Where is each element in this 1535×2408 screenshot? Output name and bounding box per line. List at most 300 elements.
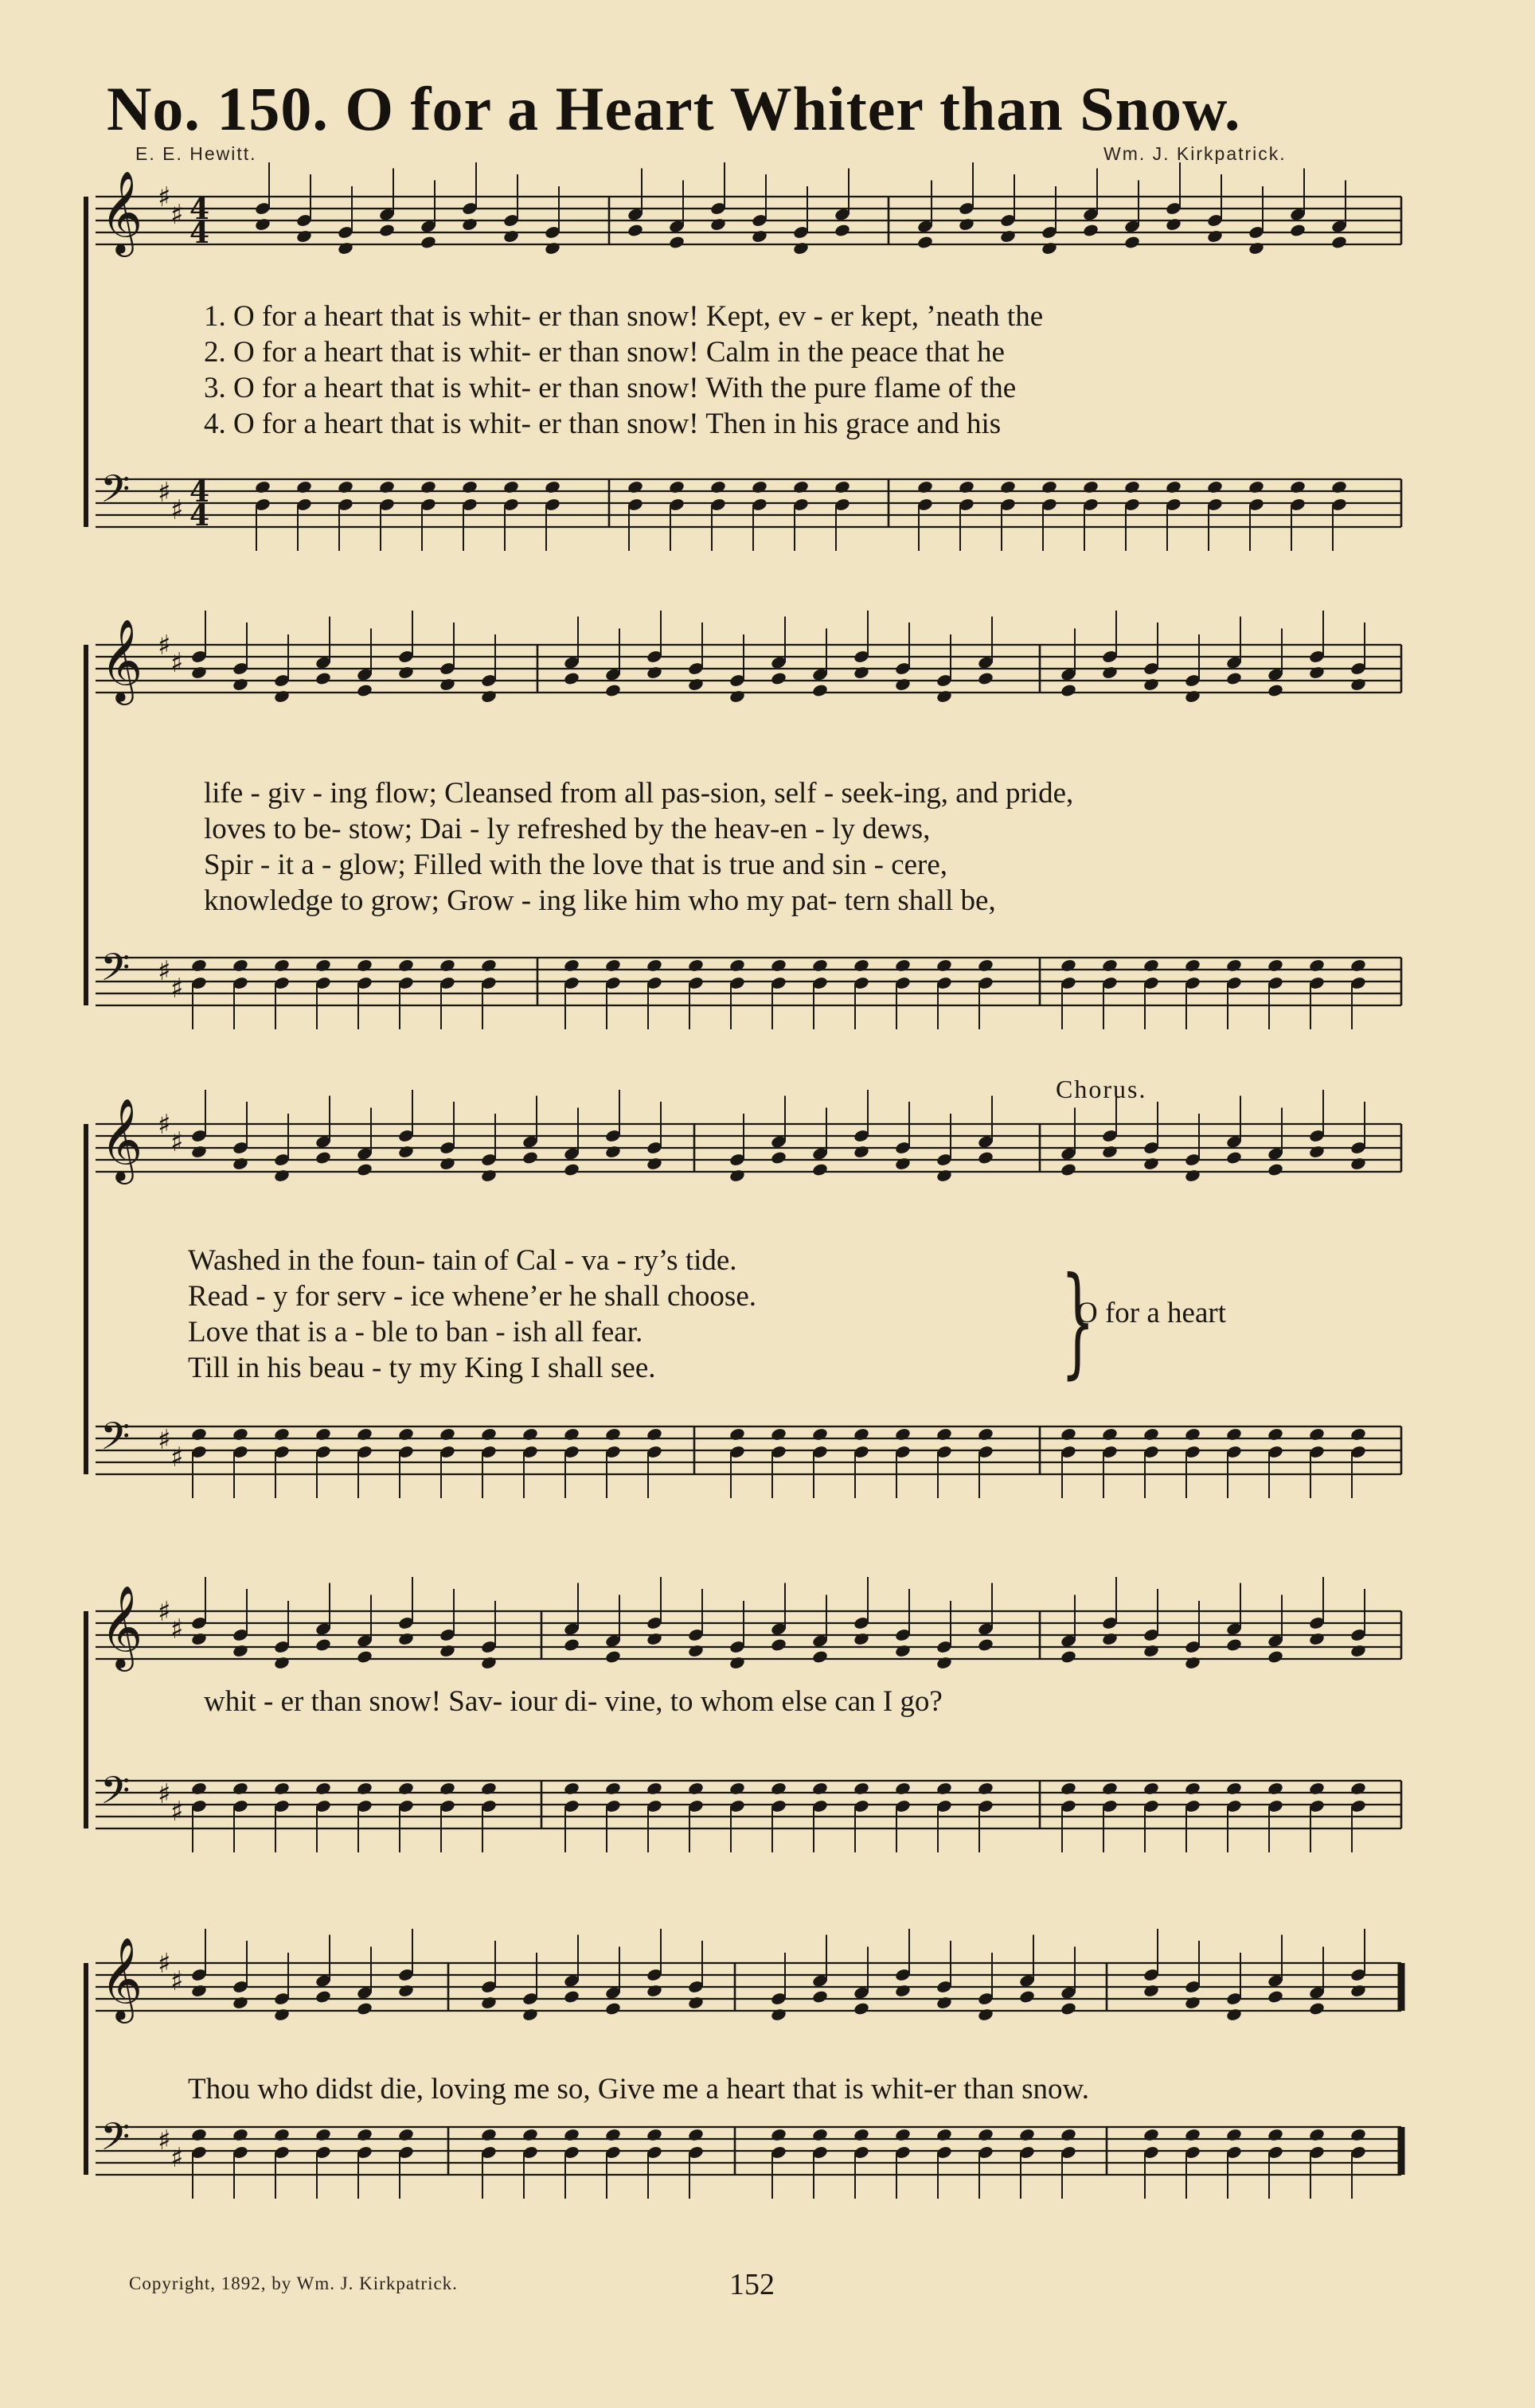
notehead — [687, 1996, 705, 2011]
notehead — [232, 1644, 249, 1659]
sharp-icon: ♯ — [170, 1796, 184, 1828]
lyricist-credit: E. E. Hewitt. — [135, 143, 257, 164]
notehead — [853, 1145, 870, 1160]
notehead — [811, 958, 829, 974]
lyric-line: Read - y for serv - ice whene’er he shall choose. — [188, 1280, 757, 1313]
notehead — [1165, 480, 1182, 495]
notehead — [728, 689, 746, 704]
sharp-icon: ♯ — [158, 477, 171, 509]
treble-clef-icon: 𝄞 — [100, 619, 143, 702]
copyright-notice: Copyright, 1892, by Wm. J. Kirkpatrick. — [129, 2273, 458, 2293]
sharp-icon: ♯ — [170, 1126, 184, 1158]
notehead — [314, 1637, 332, 1653]
notehead — [770, 1427, 787, 1442]
notehead — [397, 1427, 415, 1442]
notehead — [273, 958, 291, 974]
notehead — [1308, 958, 1326, 974]
notehead — [563, 1427, 580, 1442]
notehead — [770, 958, 787, 974]
notehead — [916, 235, 934, 250]
notehead — [687, 2128, 705, 2143]
notehead — [232, 2128, 249, 2143]
notehead — [1041, 241, 1058, 256]
notehead — [935, 1996, 953, 2011]
notehead — [935, 958, 953, 974]
notehead — [314, 1427, 332, 1442]
notehead — [646, 665, 663, 681]
notehead — [544, 480, 561, 495]
page-number: 152 — [729, 2268, 775, 2301]
notehead — [190, 2128, 208, 2143]
notehead — [480, 1169, 498, 1184]
notehead — [1123, 480, 1141, 495]
notehead — [295, 229, 313, 244]
notehead — [378, 480, 396, 495]
notehead — [668, 480, 685, 495]
notehead — [1142, 1157, 1160, 1172]
lyric-line: life - giv - ing flow; Cleansed from all pas-sion, self - seek-ing, and pride, — [204, 777, 1074, 810]
notehead — [935, 689, 953, 704]
notehead — [894, 1644, 912, 1659]
notehead — [811, 2128, 829, 2143]
notehead — [461, 217, 478, 232]
notehead — [232, 1996, 249, 2011]
notehead — [1308, 1632, 1326, 1647]
sharp-icon: ♯ — [158, 1596, 171, 1628]
notehead — [1308, 2128, 1326, 2143]
lyric-line: knowledge to grow; Grow - ing like him who my pat- tern shall be, — [204, 884, 996, 917]
notehead — [709, 480, 727, 495]
notehead — [563, 671, 580, 686]
notehead — [273, 1656, 291, 1671]
refrain-lyric: O for a heart — [1076, 1297, 1226, 1329]
notehead — [439, 1782, 456, 1797]
notehead — [604, 1782, 622, 1797]
chorus-label: Chorus. — [1056, 1075, 1147, 1103]
notehead — [792, 480, 810, 495]
notehead — [480, 689, 498, 704]
notehead — [439, 1427, 456, 1442]
notehead — [1267, 1989, 1284, 2004]
notehead — [1225, 671, 1243, 686]
notehead — [646, 958, 663, 974]
notehead — [728, 958, 746, 974]
notehead — [1142, 1782, 1160, 1797]
notehead — [1308, 1427, 1326, 1442]
notehead — [916, 480, 934, 495]
notehead — [273, 2008, 291, 2023]
notehead — [646, 1157, 663, 1172]
notehead — [190, 1145, 208, 1160]
notehead — [811, 1989, 829, 2004]
notehead — [190, 1984, 208, 1999]
notehead — [894, 2128, 912, 2143]
notehead — [604, 683, 622, 698]
notehead — [1142, 958, 1160, 974]
notehead — [1142, 1984, 1160, 1999]
notehead — [254, 480, 271, 495]
notehead — [1349, 677, 1367, 693]
notehead — [811, 1427, 829, 1442]
notehead — [397, 958, 415, 974]
notehead — [521, 2008, 539, 2023]
notehead — [811, 683, 829, 698]
notehead — [544, 241, 561, 256]
notehead — [1267, 683, 1284, 698]
notehead — [1330, 480, 1348, 495]
notehead — [1101, 1782, 1119, 1797]
hymn-title: No. 150. O for a Heart Whiter than Snow. — [107, 74, 1241, 143]
treble-clef-icon: 𝄞 — [100, 170, 143, 254]
sharp-icon: ♯ — [170, 973, 184, 1005]
notehead — [232, 958, 249, 974]
notehead — [1349, 1157, 1367, 1172]
notehead — [646, 2128, 663, 2143]
notehead — [770, 1782, 787, 1797]
notehead — [1123, 235, 1141, 250]
notehead — [668, 235, 685, 250]
notehead — [1248, 480, 1265, 495]
notehead — [1225, 1637, 1243, 1653]
notehead — [232, 1157, 249, 1172]
notehead — [232, 677, 249, 693]
notehead — [480, 1427, 498, 1442]
notehead — [397, 1984, 415, 1999]
sharp-icon: ♯ — [158, 1948, 171, 1980]
notehead — [751, 229, 768, 244]
time-signature-numerator: 4 — [189, 475, 210, 509]
notehead — [604, 2001, 622, 2016]
notehead — [1349, 1644, 1367, 1659]
lyric-line: loves to be- stow; Dai - ly refreshed by the heav-en - ly dews, — [204, 813, 931, 845]
notehead — [397, 1632, 415, 1647]
notehead — [254, 217, 271, 232]
notehead — [977, 958, 994, 974]
notehead — [1184, 1169, 1201, 1184]
notehead — [1330, 235, 1348, 250]
notehead — [935, 2128, 953, 2143]
lyric-line: 4. O for a heart that is whit- er than snow! Then in his grace and his — [204, 408, 1002, 440]
notehead — [1267, 1162, 1284, 1177]
sharp-icon: ♯ — [158, 2125, 171, 2156]
notehead — [1184, 1782, 1201, 1797]
notehead — [1101, 958, 1119, 974]
lyric-line: 1. O for a heart that is whit- er than snow! Kept, ev - er kept, ’neath the — [204, 300, 1044, 333]
notehead — [1101, 665, 1119, 681]
notehead — [894, 1984, 912, 1999]
notehead — [853, 1632, 870, 1647]
notehead — [1142, 1427, 1160, 1442]
notehead — [1184, 689, 1201, 704]
lyric-line: 3. O for a heart that is whit- er than snow! With the pure flame of the — [204, 372, 1017, 404]
notehead — [770, 1150, 787, 1165]
notehead — [314, 958, 332, 974]
notehead — [646, 1782, 663, 1797]
notehead — [1184, 1996, 1201, 2011]
notehead — [853, 2128, 870, 2143]
notehead — [1349, 958, 1367, 974]
notehead — [977, 1637, 994, 1653]
notehead — [356, 1162, 373, 1177]
notehead — [1060, 1649, 1077, 1665]
notehead — [190, 1427, 208, 1442]
notehead — [1267, 958, 1284, 974]
notehead — [687, 1782, 705, 1797]
notehead — [480, 958, 498, 974]
notehead — [977, 1782, 994, 1797]
notehead — [480, 1782, 498, 1797]
sharp-icon: ♯ — [170, 2142, 184, 2174]
notehead — [1349, 1782, 1367, 1797]
lyric-line: whit - er than snow! Sav- iour di- vine, to whom else can I go? — [204, 1685, 943, 1718]
notehead — [894, 1157, 912, 1172]
notehead — [853, 1782, 870, 1797]
notehead — [439, 677, 456, 693]
notehead — [1289, 223, 1307, 238]
notehead — [627, 223, 644, 238]
notehead — [190, 1782, 208, 1797]
notehead — [356, 683, 373, 698]
notehead — [811, 1649, 829, 1665]
notehead — [1349, 1427, 1367, 1442]
notehead — [521, 2128, 539, 2143]
lyric-line: Till in his beau - ty my King I shall see. — [188, 1352, 656, 1384]
notehead — [604, 2128, 622, 2143]
notehead — [1349, 2128, 1367, 2143]
bass-clef-icon: 𝄢 — [100, 1768, 131, 1822]
sharp-icon: ♯ — [158, 181, 171, 213]
notehead — [646, 1632, 663, 1647]
notehead — [1060, 1427, 1077, 1442]
notehead — [1082, 223, 1099, 238]
notehead — [853, 665, 870, 681]
notehead — [337, 480, 354, 495]
sharp-icon: ♯ — [170, 1442, 184, 1473]
notehead — [439, 1157, 456, 1172]
notehead — [1101, 1632, 1119, 1647]
notehead — [356, 1427, 373, 1442]
notehead — [687, 958, 705, 974]
lyric-line: Thou who didst die, loving me so, Give me a heart that is whit-er than snow. — [188, 2073, 1090, 2106]
bass-clef-icon: 𝄢 — [100, 2114, 131, 2168]
notehead — [1206, 229, 1224, 244]
notehead — [273, 2128, 291, 2143]
sharp-icon: ♯ — [170, 494, 184, 526]
notehead — [604, 1427, 622, 1442]
notehead — [1267, 1427, 1284, 1442]
lyric-line: Spir - it a - glow; Filled with the love that is true and sin - cere, — [204, 849, 948, 881]
sharp-icon: ♯ — [170, 647, 184, 679]
notehead — [314, 671, 332, 686]
notehead — [935, 1782, 953, 1797]
notehead — [999, 480, 1017, 495]
notehead — [273, 1169, 291, 1184]
notehead — [461, 480, 478, 495]
verse-brace: } — [1060, 1252, 1096, 1391]
notehead — [894, 1782, 912, 1797]
notehead — [439, 958, 456, 974]
notehead — [420, 235, 437, 250]
notehead — [1018, 2128, 1036, 2143]
notehead — [521, 1427, 539, 1442]
notehead — [728, 1169, 746, 1184]
notehead — [958, 217, 975, 232]
notehead — [356, 2001, 373, 2016]
notehead — [935, 1169, 953, 1184]
notehead — [1308, 1145, 1326, 1160]
notehead — [728, 1656, 746, 1671]
notehead — [604, 1145, 622, 1160]
notehead — [502, 480, 520, 495]
notehead — [687, 1644, 705, 1659]
notehead — [770, 1637, 787, 1653]
notehead — [834, 223, 851, 238]
notehead — [811, 1162, 829, 1177]
sharp-icon: ♯ — [158, 1778, 171, 1810]
notehead — [935, 1427, 953, 1442]
notehead — [1184, 958, 1201, 974]
notehead — [1060, 683, 1077, 698]
notehead — [894, 677, 912, 693]
notehead — [1041, 480, 1058, 495]
notehead — [314, 1150, 332, 1165]
notehead — [397, 1145, 415, 1160]
notehead — [1225, 2008, 1243, 2023]
notehead — [420, 480, 437, 495]
notehead — [1349, 1984, 1367, 1999]
treble-clef-icon: 𝄞 — [100, 1937, 143, 2020]
notehead — [1060, 1782, 1077, 1797]
sharp-icon: ♯ — [158, 955, 171, 987]
notehead — [439, 1644, 456, 1659]
notehead — [563, 1782, 580, 1797]
notehead — [1308, 665, 1326, 681]
sharp-icon: ♯ — [170, 199, 184, 231]
notehead — [397, 2128, 415, 2143]
time-signature-denominator: 4 — [189, 217, 210, 250]
notehead — [1060, 2128, 1077, 2143]
notehead — [1308, 1782, 1326, 1797]
notehead — [273, 1427, 291, 1442]
notehead — [977, 1150, 994, 1165]
notehead — [232, 1427, 249, 1442]
notehead — [1060, 958, 1077, 974]
notehead — [935, 1656, 953, 1671]
notehead — [1289, 480, 1307, 495]
notehead — [728, 1427, 746, 1442]
notehead — [770, 2008, 787, 2023]
notehead — [314, 1782, 332, 1797]
lyric-line: Washed in the foun- tain of Cal - va - ry’s tide. — [188, 1244, 737, 1277]
notehead — [977, 1427, 994, 1442]
notehead — [480, 2128, 498, 2143]
notehead — [1060, 2001, 1077, 2016]
notehead — [356, 2128, 373, 2143]
notehead — [190, 665, 208, 681]
notehead — [1184, 1656, 1201, 1671]
notehead — [853, 1427, 870, 1442]
notehead — [627, 480, 644, 495]
notehead — [356, 1782, 373, 1797]
notehead — [1018, 1989, 1036, 2004]
notehead — [563, 1162, 580, 1177]
notehead — [1267, 1782, 1284, 1797]
notehead — [397, 665, 415, 681]
notehead — [728, 1782, 746, 1797]
sharp-icon: ♯ — [170, 1965, 184, 1997]
notehead — [1248, 241, 1265, 256]
notehead — [1082, 480, 1099, 495]
notehead — [999, 229, 1017, 244]
notehead — [1225, 1782, 1243, 1797]
notehead — [1225, 958, 1243, 974]
notehead — [1060, 1162, 1077, 1177]
notehead — [1184, 1427, 1201, 1442]
notehead — [190, 1632, 208, 1647]
notehead — [273, 1782, 291, 1797]
notehead — [521, 1150, 539, 1165]
notehead — [1206, 480, 1224, 495]
notehead — [853, 958, 870, 974]
notehead — [1165, 217, 1182, 232]
notehead — [770, 671, 787, 686]
notehead — [770, 2128, 787, 2143]
notehead — [1267, 2128, 1284, 2143]
notehead — [1308, 2001, 1326, 2016]
notehead — [1225, 1150, 1243, 1165]
notehead — [356, 1649, 373, 1665]
sharp-icon: ♯ — [158, 1109, 171, 1141]
bass-clef-icon: 𝄢 — [100, 945, 131, 999]
notehead — [1142, 2128, 1160, 2143]
notehead — [1101, 1427, 1119, 1442]
notehead — [894, 958, 912, 974]
time-signature-numerator: 4 — [189, 193, 210, 226]
notehead — [977, 2008, 994, 2023]
notehead — [709, 217, 727, 232]
notehead — [1101, 1145, 1119, 1160]
lyric-line: Love that is a - ble to ban - ish all fear. — [188, 1316, 643, 1348]
sharp-icon: ♯ — [170, 1614, 184, 1645]
notehead — [751, 480, 768, 495]
composer-credit: Wm. J. Kirkpatrick. — [1103, 143, 1287, 164]
notehead — [687, 677, 705, 693]
bass-clef-icon: 𝄢 — [100, 1414, 131, 1468]
notehead — [232, 1782, 249, 1797]
notehead — [604, 958, 622, 974]
time-signature-denominator: 4 — [189, 499, 210, 533]
notehead — [1267, 1649, 1284, 1665]
notehead — [273, 689, 291, 704]
notehead — [811, 1782, 829, 1797]
notehead — [397, 1782, 415, 1797]
treble-clef-icon: 𝄞 — [100, 1585, 143, 1668]
notehead — [563, 2128, 580, 2143]
notehead — [977, 2128, 994, 2143]
notehead — [1142, 1644, 1160, 1659]
notehead — [977, 671, 994, 686]
notehead — [1225, 1427, 1243, 1442]
notehead — [792, 241, 810, 256]
notehead — [646, 1427, 663, 1442]
notehead — [1142, 677, 1160, 693]
lyric-line: 2. O for a heart that is whit- er than snow! Calm in the peace that he — [204, 336, 1005, 369]
notehead — [563, 1637, 580, 1653]
notehead — [894, 1427, 912, 1442]
notehead — [834, 480, 851, 495]
notehead — [480, 1996, 498, 2011]
notehead — [958, 480, 975, 495]
